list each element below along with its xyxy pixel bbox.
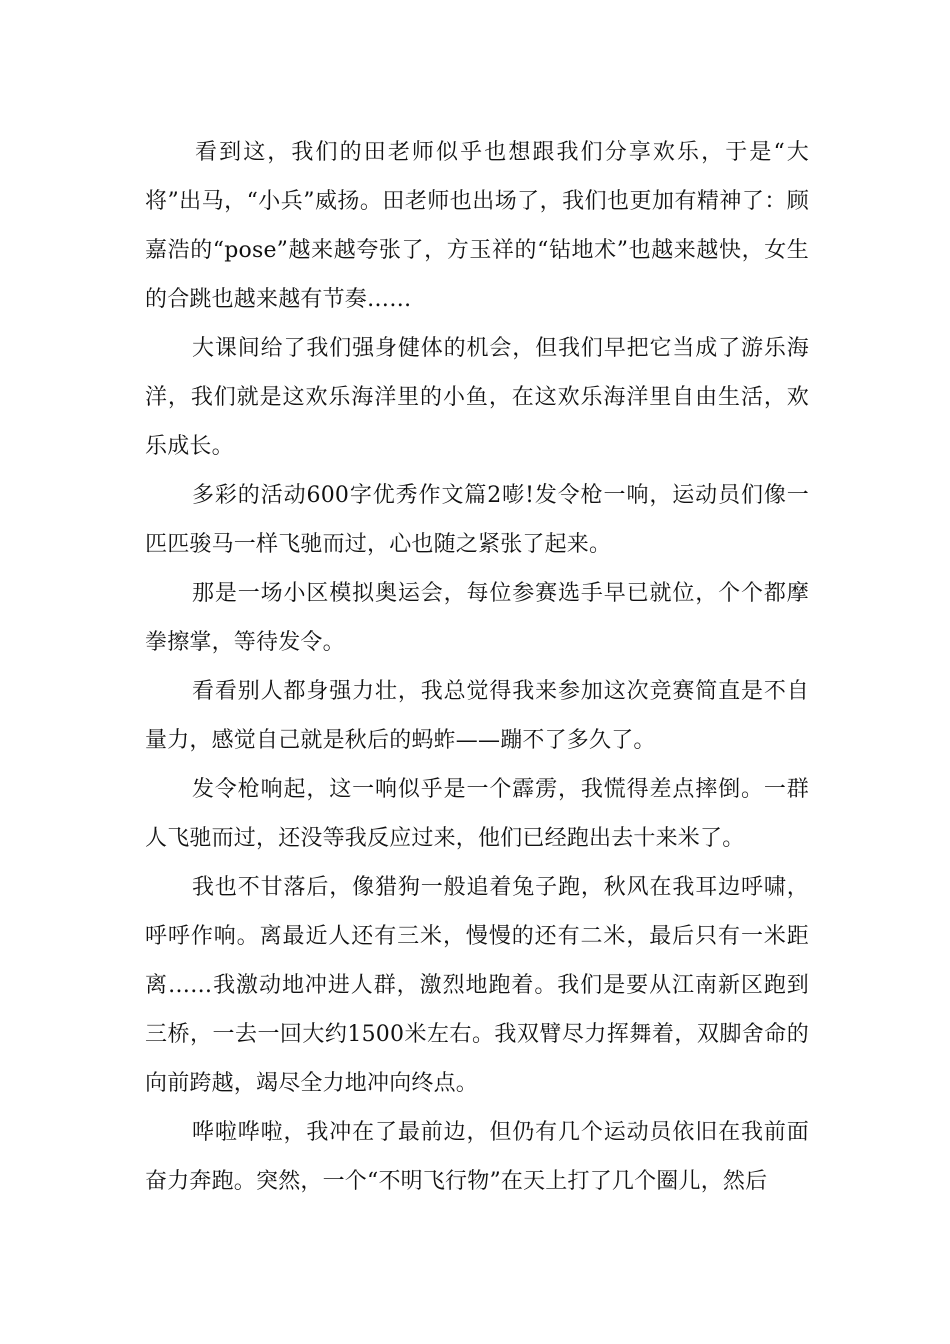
paragraph: 那是一场小区模拟奥运会，每位参赛选手早已就位，个个都摩拳擦掌，等待发令。 bbox=[145, 581, 809, 655]
paragraph: 看看别人都身强力壮，我总觉得我来参加这次竞赛简直是不自量力，感觉自己就是秋后的蚂蚱——蹦不了多久了。 bbox=[145, 679, 809, 753]
paragraph: 看到这，我们的田老师似乎也想跟我们分享欢乐，于是“大将”出马，“小兵”威扬。田老师也出场了，我们也更加有精神了：顾嘉浩的“pose”越来越夸张了，方玉祥的“钻地术”也越来越快，女生的合跳也越来越有节奏…… bbox=[145, 140, 809, 312]
paragraph: 我也不甘落后，像猎狗一般追着兔子跑，秋风在我耳边呼啸，呼呼作响。离最近人还有三米，慢慢的还有二米，最后只有一米距离……我激动地冲进人群，激烈地跑着。我们是要从江南新区跑到三桥，一去一回大约1500米左右。我双臂尽力挥舞着，双脚舍命的向前跨越，竭尽全力地冲向终点。 bbox=[145, 875, 809, 1096]
paragraph: 发令枪响起，这一响似乎是一个霹雳，我慌得差点摔倒。一群人飞驰而过，还没等我反应过来，他们已经跑出去十来米了。 bbox=[145, 777, 809, 851]
paragraph: 大课间给了我们强身健体的机会，但我们早把它当成了游乐海洋，我们就是这欢乐海洋里的小鱼，在这欢乐海洋里自由生活，欢乐成长。 bbox=[145, 336, 809, 459]
document-body bbox=[145, 128, 809, 1206]
paragraph: 多彩的活动600字优秀作文篇2嘭!发令枪一响，运动员们像一匹匹骏马一样飞驰而过，心也随之紧张了起来。 bbox=[145, 483, 809, 557]
paragraph: 哗啦哗啦，我冲在了最前边，但仍有几个运动员依旧在我前面奋力奔跑。突然，一个“不明飞行物”在天上打了几个圈儿，然后 bbox=[145, 1120, 809, 1194]
